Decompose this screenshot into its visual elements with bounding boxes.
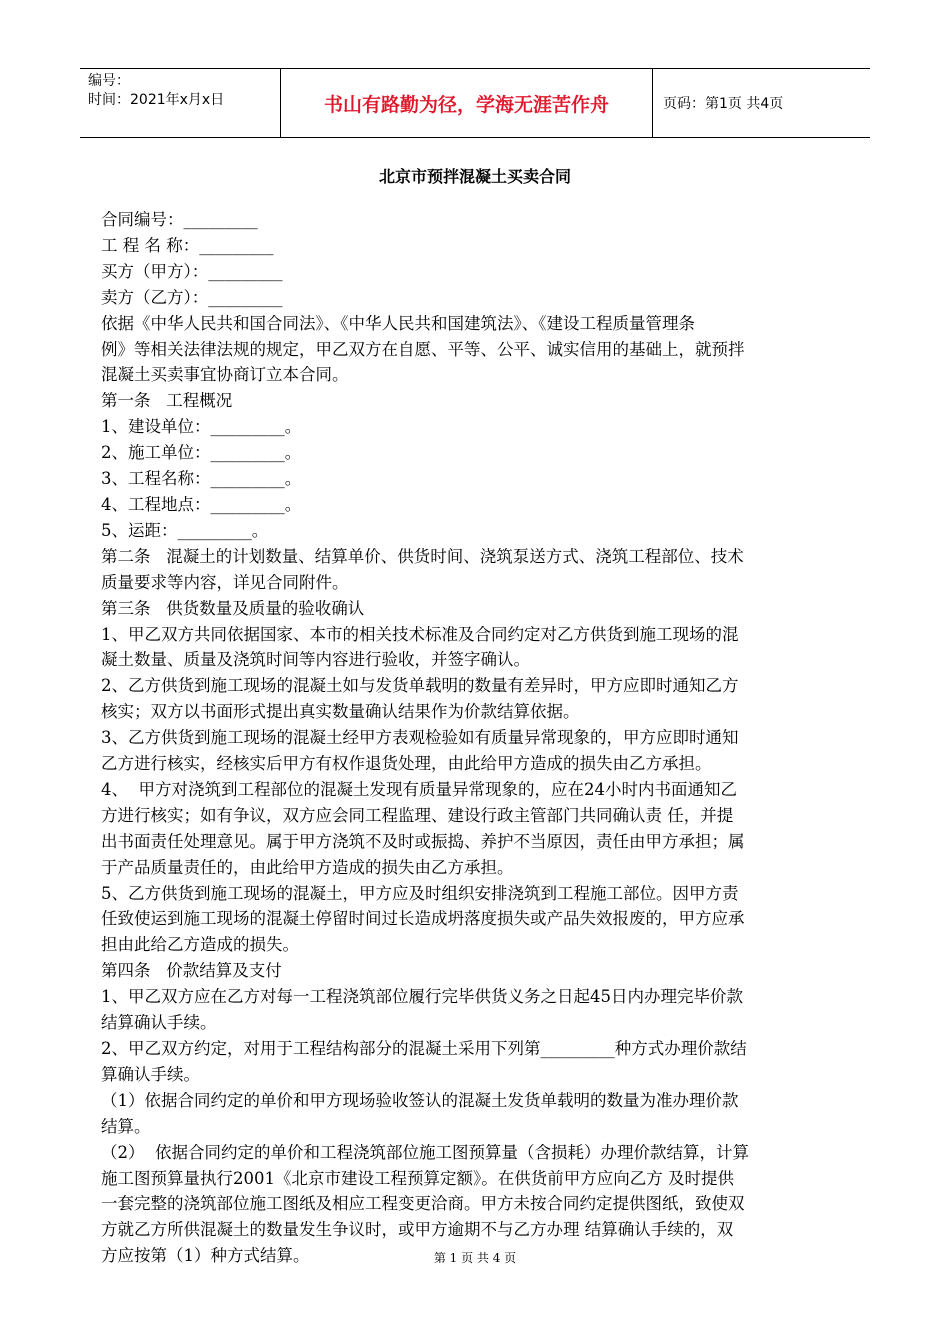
text-line: 第一条 工程概况	[101, 391, 233, 411]
text-line: 混凝土买卖事宜协商订立本合同。	[101, 365, 349, 385]
header-meta	[80, 69, 281, 137]
text-line: 1、甲乙双方应在乙方对每一工程浇筑部位履行完毕供货义务之日起45日内办理完毕价款	[101, 987, 743, 1007]
text-line: 5、运距：_________。	[101, 520, 269, 540]
text-line: 2、乙方供货到施工现场的混凝土如与发货单载明的数量有差异时，甲方应即时通知乙方	[101, 676, 739, 696]
text-line: 第四条 价款结算及支付	[101, 961, 282, 981]
text-line: 于产品质量责任的，由此给甲方造成的损失由乙方承担。	[101, 857, 514, 877]
text-line: 结算确认手续。	[101, 1013, 217, 1033]
text-line: 3、工程名称：_________。	[101, 469, 302, 489]
text-line: 4、工程地点：_________。	[101, 494, 302, 514]
text-line: （2） 依据合同约定的单价和工程浇筑部位施工图预算量（含损耗）办理价款结算，计算	[101, 1142, 749, 1162]
text-line: 工 程 名 称：_________	[101, 235, 274, 255]
text-line: 依据《中华人民共和国合同法》、《中华人民共和国建筑法》、《建设工程质量管理条	[101, 313, 695, 333]
text-line: 买方（甲方）：_________	[101, 261, 283, 281]
text-line: 方进行核实；如有争议，双方应会同工程监理、建设行政主管部门共同确认责 任，并提	[101, 805, 734, 825]
header-motto: 书山有路勤为径，学海无涯苦作舟	[281, 69, 653, 137]
text-line: 出书面责任处理意见。属于甲方浇筑不及时或振捣、养护不当原因，责任由甲方承担；属	[101, 831, 745, 851]
page-header	[80, 68, 870, 138]
text-line: 凝土数量、质量及浇筑时间等内容进行验收，并签字确认。	[101, 650, 530, 670]
text-line: 质量要求等内容，详见合同附件。	[101, 572, 349, 592]
text-line: （1）依据合同约定的单价和甲方现场验收签认的混凝土发货单载明的数量为准办理价款	[101, 1090, 739, 1110]
text-line: 乙方进行核实，经核实后甲方有权作退货处理，由此给甲方造成的损失由乙方承担。	[101, 754, 712, 774]
text-line: 3、乙方供货到施工现场的混凝土经甲方表观检验如有质量异常现象的，甲方应即时通知	[101, 728, 739, 748]
text-line: 5、乙方供货到施工现场的混凝土，甲方应及时组织安排浇筑到工程施工部位。因甲方责	[101, 883, 739, 903]
text-line: 1、建设单位：_________。	[101, 417, 302, 437]
text-line: 例》等相关法律法规的规定，甲乙双方在自愿、平等、公平、诚实信用的基础上，就预拌	[101, 339, 745, 359]
text-line: 合同编号：_________	[101, 210, 258, 229]
text-line: 核实；双方以书面形式提出真实数量确认结果作为价款结算依据。	[101, 702, 580, 722]
text-line: 方应按第（1）种方式结算。	[101, 1246, 310, 1266]
contract-body	[101, 207, 853, 1269]
header-page-info: 页码：第1页 共4页	[663, 96, 784, 112]
text-line: 一套完整的浇筑部位施工图纸及相应工程变更洽商。甲方未按合同约定提供图纸，致使双	[101, 1194, 745, 1214]
text-line: 任致使运到施工现场的混凝土停留时间过长造成坍落度损失或产品失效报废的，甲方应承	[101, 909, 745, 929]
text-line: 第二条 混凝土的计划数量、结算单价、供货时间、浇筑泵送方式、浇筑工程部位、技术	[101, 546, 744, 566]
text-line: 施工图预算量执行2001《北京市建设工程预算定额》。在供货前甲方应向乙方 及时提供	[101, 1168, 734, 1188]
text-line: 担由此给乙方造成的损失。	[101, 935, 299, 955]
text-line: 卖方（乙方）：_________	[101, 287, 283, 307]
text-line: 2、施工单位：_________。	[101, 443, 302, 463]
text-line: 第三条 供货数量及质量的验收确认	[101, 598, 365, 618]
document-date: 时间：2021年x月x日	[88, 92, 225, 108]
document-number-label: 编号：	[88, 73, 130, 89]
text-line: 结算。	[101, 1116, 151, 1136]
text-line: 算确认手续。	[101, 1064, 200, 1084]
text-line: 2、甲乙双方约定，对用于工程结构部分的混凝土采用下列第_________种方式办理价款结	[101, 1039, 747, 1058]
text-line: 1、甲乙双方共同依据国家、本市的相关技术标准及合同约定对乙方供货到施工现场的混	[101, 624, 739, 644]
text-line: 4、 甲方对浇筑到工程部位的混凝土发现有质量异常现象的，应在24小时内书面通知乙	[101, 779, 737, 799]
text-line: 方就乙方所供混凝土的数量发生争议时，或甲方逾期不与乙方办理 结算确认手续的，双	[101, 1220, 734, 1240]
document-title: 北京市预拌混凝土买卖合同	[378, 167, 571, 186]
page-footer: 第 1 页 共 4 页	[433, 1251, 517, 1265]
